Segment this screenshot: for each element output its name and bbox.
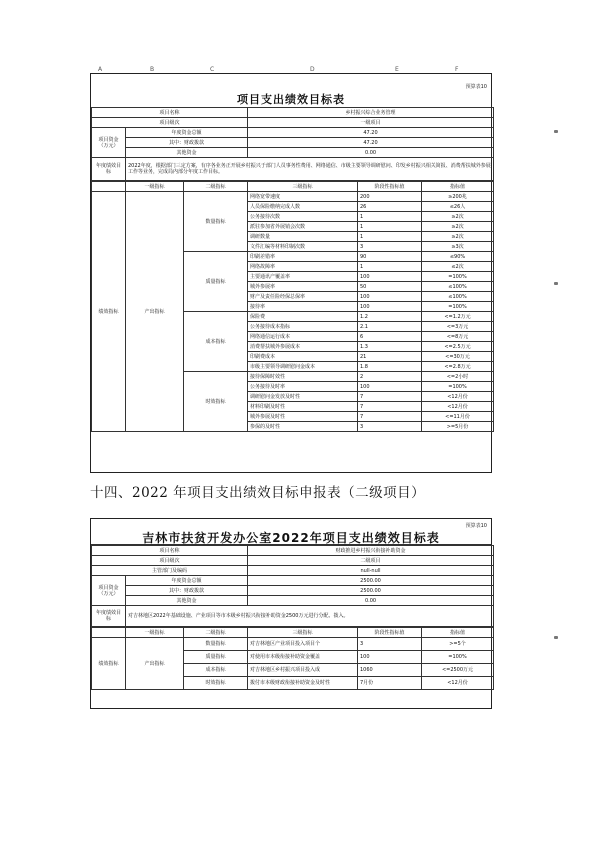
project-level-value: 一级项目 xyxy=(248,118,494,128)
goal-text: 2022年度，根据部门三定方案，有序各业务正开展乡村振兴于部门人员事务性费用、网络通信、市级主要领导调研慰问、印发乡村振兴相关简报、消费帮扶城外参展工作等业务，完成局内部分年度工作目标。 xyxy=(126,158,494,181)
other-funds-label: 其他资金 xyxy=(126,148,248,158)
level3-indicator: 城外参展及时性 xyxy=(248,412,358,422)
stage-value: 2 xyxy=(358,372,422,382)
header-level3: 三级指标 xyxy=(248,628,358,638)
stage-value: 7月份 xyxy=(358,677,422,690)
target-value: ≥2次 xyxy=(422,212,494,222)
output-indicator-label: 产出指标 xyxy=(126,638,184,690)
level3-indicator: 材料印刷及时性 xyxy=(248,402,358,412)
fiscal-value: 47.20 xyxy=(248,138,494,148)
stage-value: 2.1 xyxy=(358,322,422,332)
stage-value: 1 xyxy=(358,262,422,272)
level3-indicator: 拨付市本级财政衔接补助资金及时性 xyxy=(248,677,358,690)
target-value: <=30万元 xyxy=(422,352,494,362)
stage-value: 1 xyxy=(358,212,422,222)
level2-indicator: 质量指标 xyxy=(184,252,248,312)
header-stage-value: 阶段性指标值 xyxy=(358,628,422,638)
level2-indicator: 成本指标 xyxy=(184,664,248,677)
col-letter: A xyxy=(98,66,103,73)
target-value: ≤100% xyxy=(422,292,494,302)
stage-value: 1060 xyxy=(358,664,422,677)
target-value: =100% xyxy=(422,382,494,392)
header-level2: 二级指标 xyxy=(184,182,248,192)
fiscal-label: 其中：财政拨款 xyxy=(126,138,248,148)
level3-indicator: 派驻参加省外展销会次数 xyxy=(248,222,358,232)
header-stage-value: 阶段性指标值 xyxy=(358,182,422,192)
target-value: ≤2次 xyxy=(422,262,494,272)
stage-value: 7 xyxy=(358,402,422,412)
table-title: 项目支出绩效目标表 xyxy=(237,93,345,106)
project-name-value: 财政推进乡村振兴衔接补助资金 xyxy=(248,546,494,556)
target-value: =100% xyxy=(422,302,494,312)
level3-indicator: 接待率 xyxy=(248,302,358,312)
target-value: <=2500万元 xyxy=(422,664,494,677)
col-letter: F xyxy=(455,66,459,73)
stage-value: 1 xyxy=(358,222,422,232)
stage-value: 50 xyxy=(358,282,422,292)
other-funds-value: 0.00 xyxy=(248,148,494,158)
target-value: ≥3次 xyxy=(422,242,494,252)
table-row xyxy=(92,192,494,202)
other-funds-label: 其他资金 xyxy=(126,596,248,606)
target-value: <=1.2万元 xyxy=(422,312,494,322)
target-value: <=3万元 xyxy=(422,322,494,332)
project-level-label: 项目级次 xyxy=(92,118,248,128)
level3-indicator: 网络故障率 xyxy=(248,262,358,272)
project-name-label: 项目名称 xyxy=(92,108,248,118)
target-value: <=2.5万元 xyxy=(422,342,494,352)
annual-total-value: 2500.00 xyxy=(248,576,494,586)
goal-label: 年度绩效目标 xyxy=(92,158,126,181)
fiscal-label: 其中：财政拨款 xyxy=(126,586,248,596)
indicator-rows xyxy=(92,638,494,690)
annual-total-label: 年度资金总额 xyxy=(126,128,248,138)
stage-value: 100 xyxy=(358,651,422,664)
output-indicator-label: 产出指标 xyxy=(126,192,184,432)
level2-indicator: 成本指标 xyxy=(184,312,248,372)
header-target-value: 指标值 xyxy=(422,628,494,638)
performance-table-level1 xyxy=(90,73,492,473)
level3-indicator: 网络通信运行成本 xyxy=(248,332,358,342)
level3-indicator: 接待保障时效性 xyxy=(248,372,358,382)
stage-value: 3 xyxy=(358,422,422,432)
annual-total-label: 年度资金总额 xyxy=(126,576,248,586)
stage-value: 6 xyxy=(358,332,422,342)
target-value: <=2小时 xyxy=(422,372,494,382)
level2-indicator: 数量指标 xyxy=(184,638,248,651)
level3-indicator: 城外参展率 xyxy=(248,282,358,292)
project-name-value: 乡村振兴综合业务管理 xyxy=(248,108,494,118)
dept-value: null-null xyxy=(248,566,494,576)
header-level1: 一级指标 xyxy=(126,182,184,192)
target-value: <=8万元 xyxy=(422,332,494,342)
performance-table-level2 xyxy=(90,518,492,709)
target-value: ≥2次 xyxy=(422,222,494,232)
stage-value: 100 xyxy=(358,382,422,392)
stage-value: 1 xyxy=(358,232,422,242)
level3-indicator: 人员保险缴纳完成人数 xyxy=(248,202,358,212)
target-value: <12月份 xyxy=(422,392,494,402)
stage-value: 3 xyxy=(358,638,422,651)
scan-mark xyxy=(554,282,558,285)
table-row xyxy=(92,638,494,651)
stage-value: 1.2 xyxy=(358,312,422,322)
target-value: ≤26人 xyxy=(422,202,494,212)
funds-label: 项目资金（万元） xyxy=(92,576,126,606)
target-value: ≤90% xyxy=(422,252,494,262)
info-table xyxy=(91,107,494,181)
indicator-table xyxy=(91,627,494,690)
level3-indicator: 文件汇编等材料印制次数 xyxy=(248,242,358,252)
target-value: <=2.8万元 xyxy=(422,362,494,372)
stage-value: 100 xyxy=(358,302,422,312)
target-value: =100% xyxy=(422,651,494,664)
stage-value: 1.3 xyxy=(358,342,422,352)
level3-indicator: 主要通讯产覆盖率 xyxy=(248,272,358,282)
level3-indicator: 印刷差错率 xyxy=(248,252,358,262)
goal-label: 年度绩效目标 xyxy=(92,606,126,627)
fiscal-value: 2500.00 xyxy=(248,586,494,596)
target-value: ≤100% xyxy=(422,282,494,292)
header-target-value: 指标值 xyxy=(422,182,494,192)
project-level-label: 项目级次 xyxy=(92,556,248,566)
stage-value: 3 xyxy=(358,242,422,252)
stage-value: 200 xyxy=(358,192,422,202)
level3-indicator: 公务接待次数 xyxy=(248,212,358,222)
level2-indicator: 质量指标 xyxy=(184,651,248,664)
col-letter: B xyxy=(150,66,155,73)
funds-label: 项目资金（万元） xyxy=(92,128,126,158)
col-letter: E xyxy=(395,66,399,73)
project-name-label: 项目名称 xyxy=(92,546,248,556)
level3-indicator: 公务接待及时率 xyxy=(248,382,358,392)
other-funds-value: 0.00 xyxy=(248,596,494,606)
target-value: ≥2次 xyxy=(422,232,494,242)
stage-value: 21 xyxy=(358,352,422,362)
section-heading: 十四、2022 年项目支出绩效目标申报表（二级项目） xyxy=(90,485,426,501)
target-value: >=5个 xyxy=(422,638,494,651)
level3-indicator: 对吉林地区产业项目投入项目个 xyxy=(248,638,358,651)
target-value: =100% xyxy=(422,272,494,282)
table-number: 预算表10 xyxy=(465,84,487,90)
target-value: ≥200兆 xyxy=(422,192,494,202)
level3-indicator: 参保的及时性 xyxy=(248,422,358,432)
level2-indicator: 数量指标 xyxy=(184,192,248,252)
level3-indicator: 财产及责任险经保总保率 xyxy=(248,292,358,302)
scan-mark xyxy=(554,130,558,133)
perf-indicator-label: 绩效指标 xyxy=(92,638,126,690)
level3-indicator: 网络宽带速度 xyxy=(248,192,358,202)
dept-label: 主管部门及编码 xyxy=(92,566,248,576)
stage-value: 100 xyxy=(358,272,422,282)
level3-indicator: 调研数量 xyxy=(248,232,358,242)
header-level1: 一级指标 xyxy=(126,628,184,638)
table-title: 吉林市扶贫开发办公室2022年项目支出绩效目标表 xyxy=(91,529,491,545)
scan-mark xyxy=(554,636,558,639)
target-value: <=11月份 xyxy=(422,412,494,422)
header-level3: 三级指标 xyxy=(248,182,358,192)
stage-value: 26 xyxy=(358,202,422,212)
indicator-table xyxy=(91,181,494,432)
stage-value: 100 xyxy=(358,292,422,302)
target-value: >=5月份 xyxy=(422,422,494,432)
project-level-value: 二级项目 xyxy=(248,556,494,566)
level3-indicator: 调研慰问金发放及时性 xyxy=(248,392,358,402)
info-table xyxy=(91,545,494,627)
goal-text: 对吉林地区2022年基础设施、产业项目等市本级乡村振兴衔接补助资金2500万元进行分配、拨入。 xyxy=(126,606,494,627)
stage-value: 90 xyxy=(358,252,422,262)
col-letter: C xyxy=(210,66,215,73)
target-value: <12月份 xyxy=(422,402,494,412)
level3-indicator: 消费帮扶城外参展成本 xyxy=(248,342,358,352)
stage-value: 7 xyxy=(358,412,422,422)
stage-value: 7 xyxy=(358,392,422,402)
level3-indicator: 市级主要领导调研慰问金成本 xyxy=(248,362,358,372)
level3-indicator: 公务接待成本指标 xyxy=(248,322,358,332)
level3-indicator: 保险费 xyxy=(248,312,358,322)
table-number: 预算表10 xyxy=(465,523,487,529)
level3-indicator: 印刷费成本 xyxy=(248,352,358,362)
indicator-rows xyxy=(92,192,494,432)
stage-value: 1.8 xyxy=(358,362,422,372)
annual-total-value: 47.20 xyxy=(248,128,494,138)
col-letter: D xyxy=(310,66,315,73)
target-value: <12月份 xyxy=(422,677,494,690)
level3-indicator: 对使用市本级衔接补助资金覆盖 xyxy=(248,651,358,664)
level3-indicator: 对吉林地区乡村振兴项目投入成 xyxy=(248,664,358,677)
level2-indicator: 时效指标 xyxy=(184,677,248,690)
perf-indicator-label: 绩效指标 xyxy=(92,192,126,432)
level2-indicator: 时效指标 xyxy=(184,372,248,432)
header-level2: 二级指标 xyxy=(184,628,248,638)
